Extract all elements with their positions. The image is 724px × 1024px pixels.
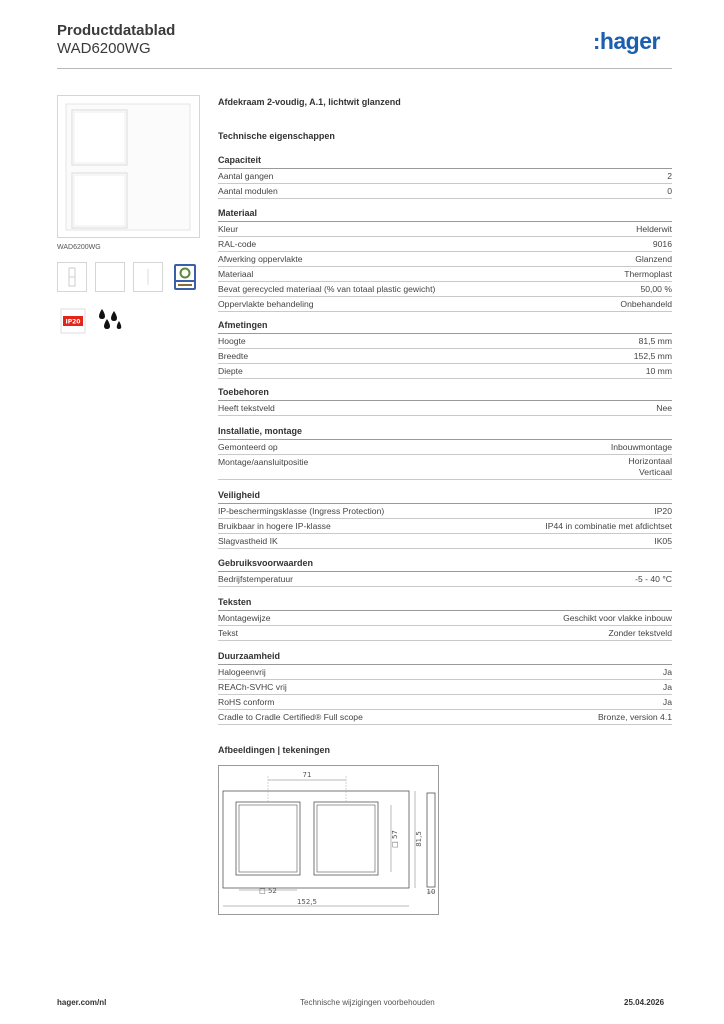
row-value: IK05 bbox=[654, 536, 672, 546]
row-value: Horizontaal Verticaal bbox=[628, 456, 672, 477]
table-row bbox=[218, 282, 672, 297]
row-label: Slagvastheid IK bbox=[218, 536, 278, 546]
tech-properties-heading: Technische eigenschappen bbox=[218, 131, 335, 141]
row-label: Montage/aansluitpositie bbox=[218, 457, 309, 467]
row-value: Bronze, version 4.1 bbox=[597, 712, 672, 722]
section-teksten bbox=[218, 596, 672, 641]
row-label: Bevat gerecycled materiaal (% van totaal plastic gewicht) bbox=[218, 284, 436, 294]
section-title: Installatie, montage bbox=[218, 425, 672, 440]
table-row bbox=[218, 401, 672, 416]
row-value: Thermoplast bbox=[624, 269, 672, 279]
row-value: 9016 bbox=[652, 239, 672, 249]
thumbnail-3[interactable] bbox=[133, 262, 163, 292]
drawings-heading: Afbeeldingen | tekeningen bbox=[218, 745, 331, 755]
section-title: Toebehoren bbox=[218, 386, 672, 401]
product-code: WAD6200WG bbox=[57, 40, 151, 57]
row-label: Halogeenvrij bbox=[218, 667, 266, 677]
row-value: Ja bbox=[662, 682, 672, 692]
header-divider bbox=[57, 68, 672, 69]
table-row bbox=[218, 222, 672, 237]
section-title: Veiligheid bbox=[218, 489, 672, 504]
row-label: Afwerking oppervlakte bbox=[218, 254, 303, 264]
table-row bbox=[218, 572, 672, 587]
section-veiligheid bbox=[218, 489, 672, 549]
svg-text:IP20: IP20 bbox=[65, 318, 81, 326]
section-installatie bbox=[218, 425, 672, 480]
section-title: Gebruiksvoorwaarden bbox=[218, 557, 672, 572]
table-row bbox=[218, 364, 672, 379]
row-label: RoHS conform bbox=[218, 697, 275, 707]
table-row bbox=[218, 710, 672, 725]
row-value: Inbouwmontage bbox=[610, 442, 672, 452]
table-row bbox=[218, 267, 672, 282]
table-row bbox=[218, 334, 672, 349]
row-label: Hoogte bbox=[218, 336, 246, 346]
section-gebruiksvoorwaarden bbox=[218, 557, 672, 587]
row-value: IP44 in combinatie met afdichtset bbox=[545, 521, 672, 531]
section-materiaal bbox=[218, 207, 672, 312]
table-row bbox=[218, 534, 672, 549]
row-value: Zonder tekstveld bbox=[608, 628, 672, 638]
footer-website-link[interactable]: hager.com/nl bbox=[57, 998, 107, 1007]
table-row bbox=[218, 455, 672, 480]
frame-front-illustration bbox=[58, 96, 199, 237]
row-value: Nee bbox=[656, 403, 672, 413]
section-toebehoren bbox=[218, 386, 672, 416]
image-caption: WAD6200WG bbox=[57, 244, 101, 251]
row-value: Ja bbox=[662, 697, 672, 707]
section-title: Teksten bbox=[218, 596, 672, 611]
table-row bbox=[218, 252, 672, 267]
dim-52-label: □ 52 bbox=[259, 887, 277, 895]
row-label: Materiaal bbox=[218, 269, 254, 279]
cradle-to-cradle-icon bbox=[173, 263, 203, 293]
row-value: IP20 bbox=[654, 506, 672, 516]
row-label: Aantal modulen bbox=[218, 186, 278, 196]
row-value: Onbehandeld bbox=[620, 299, 672, 309]
document-title: Productdatablad bbox=[57, 22, 176, 39]
row-value: 81,5 mm bbox=[638, 336, 672, 346]
section-title: Materiaal bbox=[218, 207, 672, 222]
row-label: Montagewijze bbox=[218, 613, 271, 623]
dim-152-label: 152,5 bbox=[296, 898, 318, 906]
table-row bbox=[218, 626, 672, 641]
table-row bbox=[218, 665, 672, 680]
product-image[interactable] bbox=[57, 95, 200, 238]
dim-71-label: 71 bbox=[302, 771, 312, 779]
row-label: Kleur bbox=[218, 224, 239, 234]
row-value: 50,00 % bbox=[640, 284, 672, 294]
row-value: 152,5 mm bbox=[633, 351, 672, 361]
table-row bbox=[218, 680, 672, 695]
footer-disclaimer: Technische wijzigingen voorbehouden bbox=[300, 998, 435, 1007]
row-label: Breedte bbox=[218, 351, 249, 361]
hager-logo[interactable]: :hager bbox=[593, 28, 660, 54]
table-row bbox=[218, 440, 672, 455]
table-row bbox=[218, 237, 672, 252]
section-title: Afmetingen bbox=[218, 319, 672, 334]
row-value: Geschikt voor vlakke inbouw bbox=[563, 613, 672, 623]
row-label: Cradle to Cradle Certified® Full scope bbox=[218, 712, 363, 722]
row-label: Aantal gangen bbox=[218, 171, 274, 181]
row-label: IP-beschermingsklasse (Ingress Protection) bbox=[218, 506, 385, 516]
row-value: 0 bbox=[667, 186, 672, 196]
row-value: Helderwit bbox=[636, 224, 672, 234]
row-value: -5 - 40 °C bbox=[635, 574, 672, 584]
row-value: 2 bbox=[667, 171, 672, 181]
row-value: Ja bbox=[662, 667, 672, 677]
thumbnail-1[interactable] bbox=[57, 262, 87, 292]
row-label: Oppervlakte behandeling bbox=[218, 299, 314, 309]
row-value: Glanzend bbox=[635, 254, 672, 264]
table-row bbox=[218, 504, 672, 519]
row-label: Gemonteerd op bbox=[218, 442, 278, 452]
dim-57-label: □ 57 bbox=[391, 830, 399, 848]
product-description: Afdekraam 2-voudig, A.1, lichtwit glanzend bbox=[218, 97, 401, 107]
section-title: Capaciteit bbox=[218, 154, 672, 169]
section-capaciteit bbox=[218, 154, 672, 199]
thumbnail-2[interactable] bbox=[95, 262, 125, 292]
table-row bbox=[218, 169, 672, 184]
table-row bbox=[218, 297, 672, 312]
row-label: RAL-code bbox=[218, 239, 257, 249]
row-label: Tekst bbox=[218, 628, 239, 638]
row-label: Heeft tekstveld bbox=[218, 403, 275, 413]
section-title: Duurzaamheid bbox=[218, 650, 672, 665]
table-row bbox=[218, 349, 672, 364]
dimension-drawing bbox=[219, 766, 438, 914]
row-label: Bruikbaar in hogere IP-klasse bbox=[218, 521, 331, 531]
table-row bbox=[218, 519, 672, 534]
logo-text: hager bbox=[599, 28, 660, 54]
dim-81-label: 81,5 bbox=[415, 831, 423, 847]
technical-drawing[interactable] bbox=[218, 765, 439, 915]
section-afmetingen bbox=[218, 319, 672, 379]
section-duurzaamheid bbox=[218, 650, 672, 725]
row-value: 10 mm bbox=[645, 366, 672, 376]
table-row bbox=[218, 184, 672, 199]
footer-date: 25.04.2026 bbox=[624, 998, 665, 1007]
ip-rating-icon bbox=[60, 308, 90, 338]
row-label: REACh-SVHC vrij bbox=[218, 682, 287, 692]
row-label: Diepte bbox=[218, 366, 243, 376]
water-drops-icon bbox=[95, 305, 125, 335]
row-label: Bedrijfstemperatuur bbox=[218, 574, 293, 584]
table-row bbox=[218, 695, 672, 710]
table-row bbox=[218, 611, 672, 626]
dim-10-label: 10 bbox=[426, 888, 436, 896]
